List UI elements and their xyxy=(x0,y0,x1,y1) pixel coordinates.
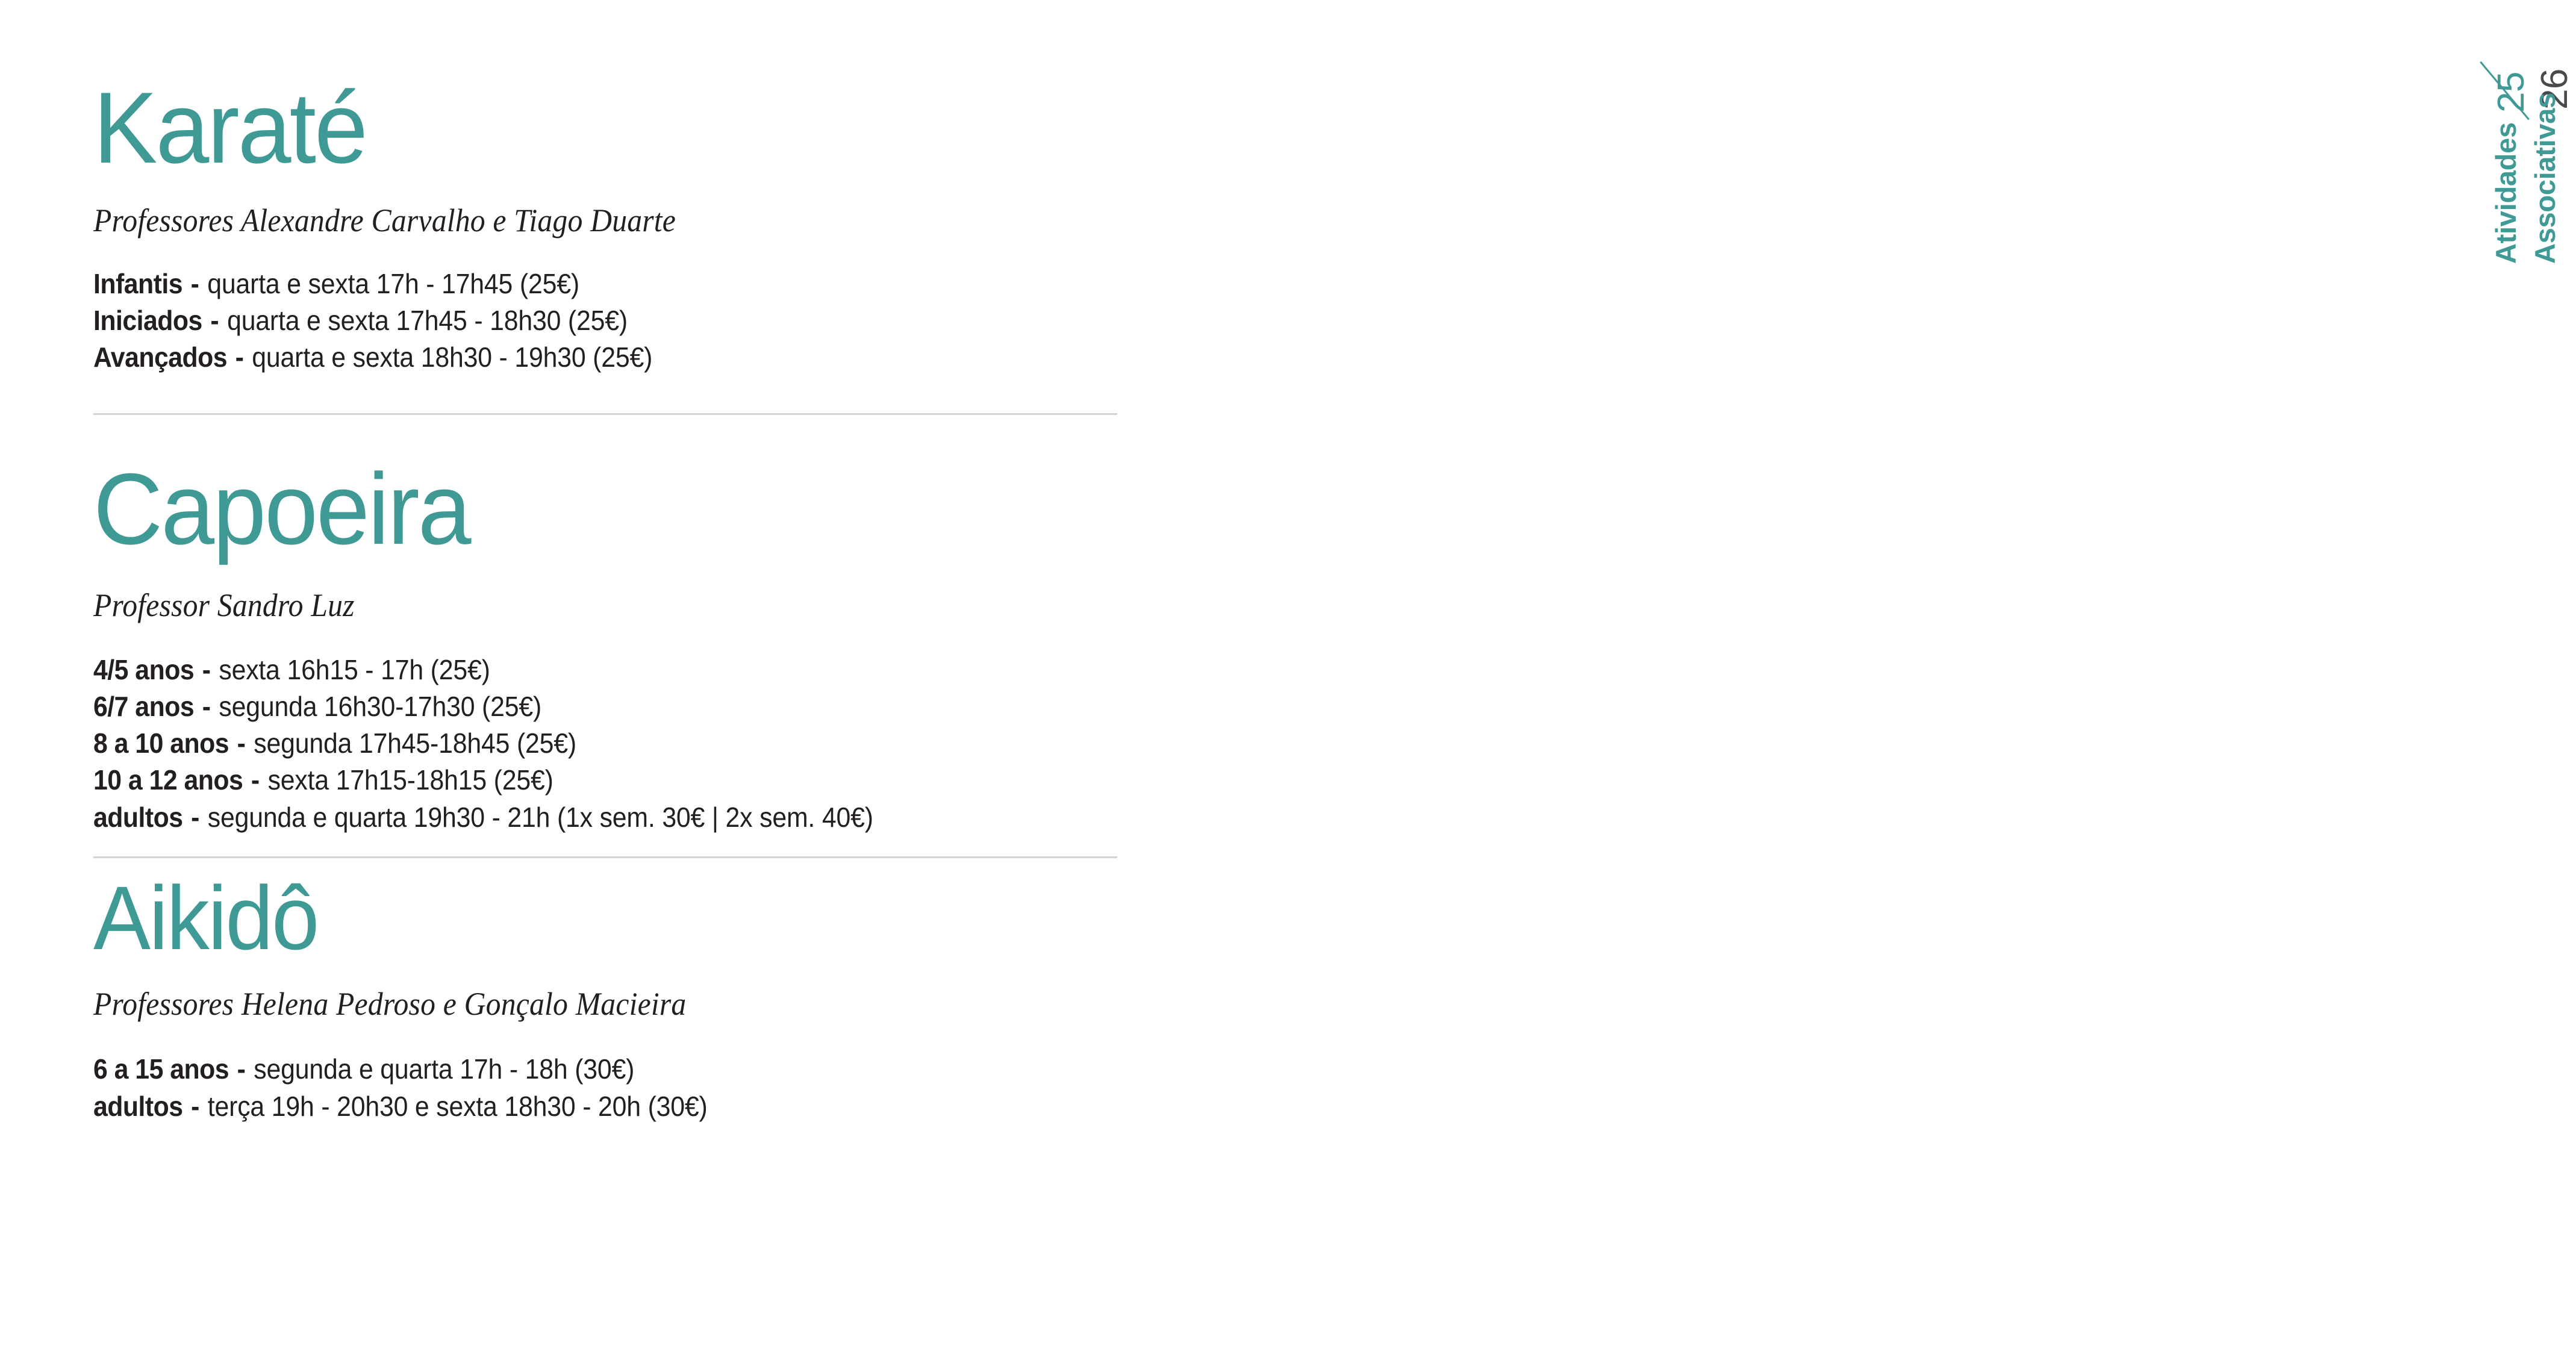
schedule-row xyxy=(93,1051,1051,1088)
schedule-row xyxy=(93,688,1051,725)
activity-section-aikido xyxy=(93,858,1123,1125)
schedule-row xyxy=(93,652,1051,688)
schedule-separator: - xyxy=(191,801,200,833)
schedule-detail: segunda e quarta 17h - 18h (30€) xyxy=(254,1053,635,1085)
schedule-row xyxy=(93,725,1051,762)
schedule-label: 4/5 anos xyxy=(93,653,195,685)
schedule-separator: - xyxy=(190,267,199,299)
schedule-label: adultos xyxy=(93,1090,183,1122)
schedule-row xyxy=(93,302,1051,339)
content-column xyxy=(93,0,1123,1125)
schedule-detail: quarta e sexta 18h30 - 19h30 (25€) xyxy=(252,341,653,373)
schedule-label: 6 a 15 anos xyxy=(93,1053,229,1085)
schedule-label: 6/7 anos xyxy=(93,691,195,723)
schedule-row xyxy=(93,799,1051,836)
schedule-separator: - xyxy=(191,1090,200,1122)
schedule-detail: sexta 16h15 - 17h (25€) xyxy=(219,653,490,685)
schedule-list xyxy=(93,266,1123,376)
schedule-list xyxy=(93,652,1123,836)
activity-section-capoeira xyxy=(93,415,1123,836)
schedule-row xyxy=(93,762,1051,799)
schedule-label: Infantis xyxy=(93,267,183,299)
rail-label-line-2: Associativas xyxy=(2529,92,2561,264)
schedule-separator: - xyxy=(237,727,246,759)
schedule-separator: - xyxy=(235,341,244,373)
schedule-detail: segunda e quarta 19h30 - 21h (1x sem. 30€ | 2x sem. 40€) xyxy=(207,801,873,833)
activity-title: Capoeira xyxy=(93,452,470,566)
schedule-label: 10 a 12 anos xyxy=(93,764,243,796)
schedule-detail: segunda 16h30-17h30 (25€) xyxy=(219,691,542,723)
activity-teachers: Professor Sandro Luz xyxy=(93,587,355,624)
activity-teachers: Professores Helena Pedroso e Gonçalo Macieira xyxy=(93,985,687,1022)
schedule-detail: quarta e sexta 17h45 - 18h30 (25€) xyxy=(227,304,628,336)
schedule-separator: - xyxy=(202,653,211,685)
schedule-separator: - xyxy=(202,691,211,723)
schedule-separator: - xyxy=(210,304,219,336)
page-number-right: 26 xyxy=(2534,69,2575,110)
schedule-detail: quarta e sexta 17h - 17h45 (25€) xyxy=(207,267,579,299)
schedule-detail: sexta 17h15-18h15 (25€) xyxy=(267,764,554,796)
schedule-separator: - xyxy=(251,764,260,796)
activity-section-karate xyxy=(93,0,1123,376)
schedule-row xyxy=(93,266,1051,302)
activity-title: Karaté xyxy=(93,71,367,184)
activity-teachers: Professores Alexandre Carvalho e Tiago Duarte xyxy=(93,202,676,238)
schedule-row xyxy=(93,1088,1051,1125)
schedule-detail: segunda 17h45-18h45 (25€) xyxy=(254,727,576,759)
rail-label-line-1: Atividades xyxy=(2490,122,2522,264)
page-rail xyxy=(1223,0,2575,482)
schedule-label: Avançados xyxy=(93,341,228,373)
schedule-label: adultos xyxy=(93,801,183,833)
schedule-separator: - xyxy=(237,1053,246,1085)
schedule-list xyxy=(93,1051,1123,1124)
page-number-left: 25 xyxy=(2490,72,2532,113)
schedule-row xyxy=(93,339,1051,376)
activity-title: Aikidô xyxy=(93,867,318,968)
schedule-label: 8 a 10 anos xyxy=(93,727,229,759)
schedule-label: Iniciados xyxy=(93,304,202,336)
schedule-detail: terça 19h - 20h30 e sexta 18h30 - 20h (30€) xyxy=(207,1090,708,1122)
